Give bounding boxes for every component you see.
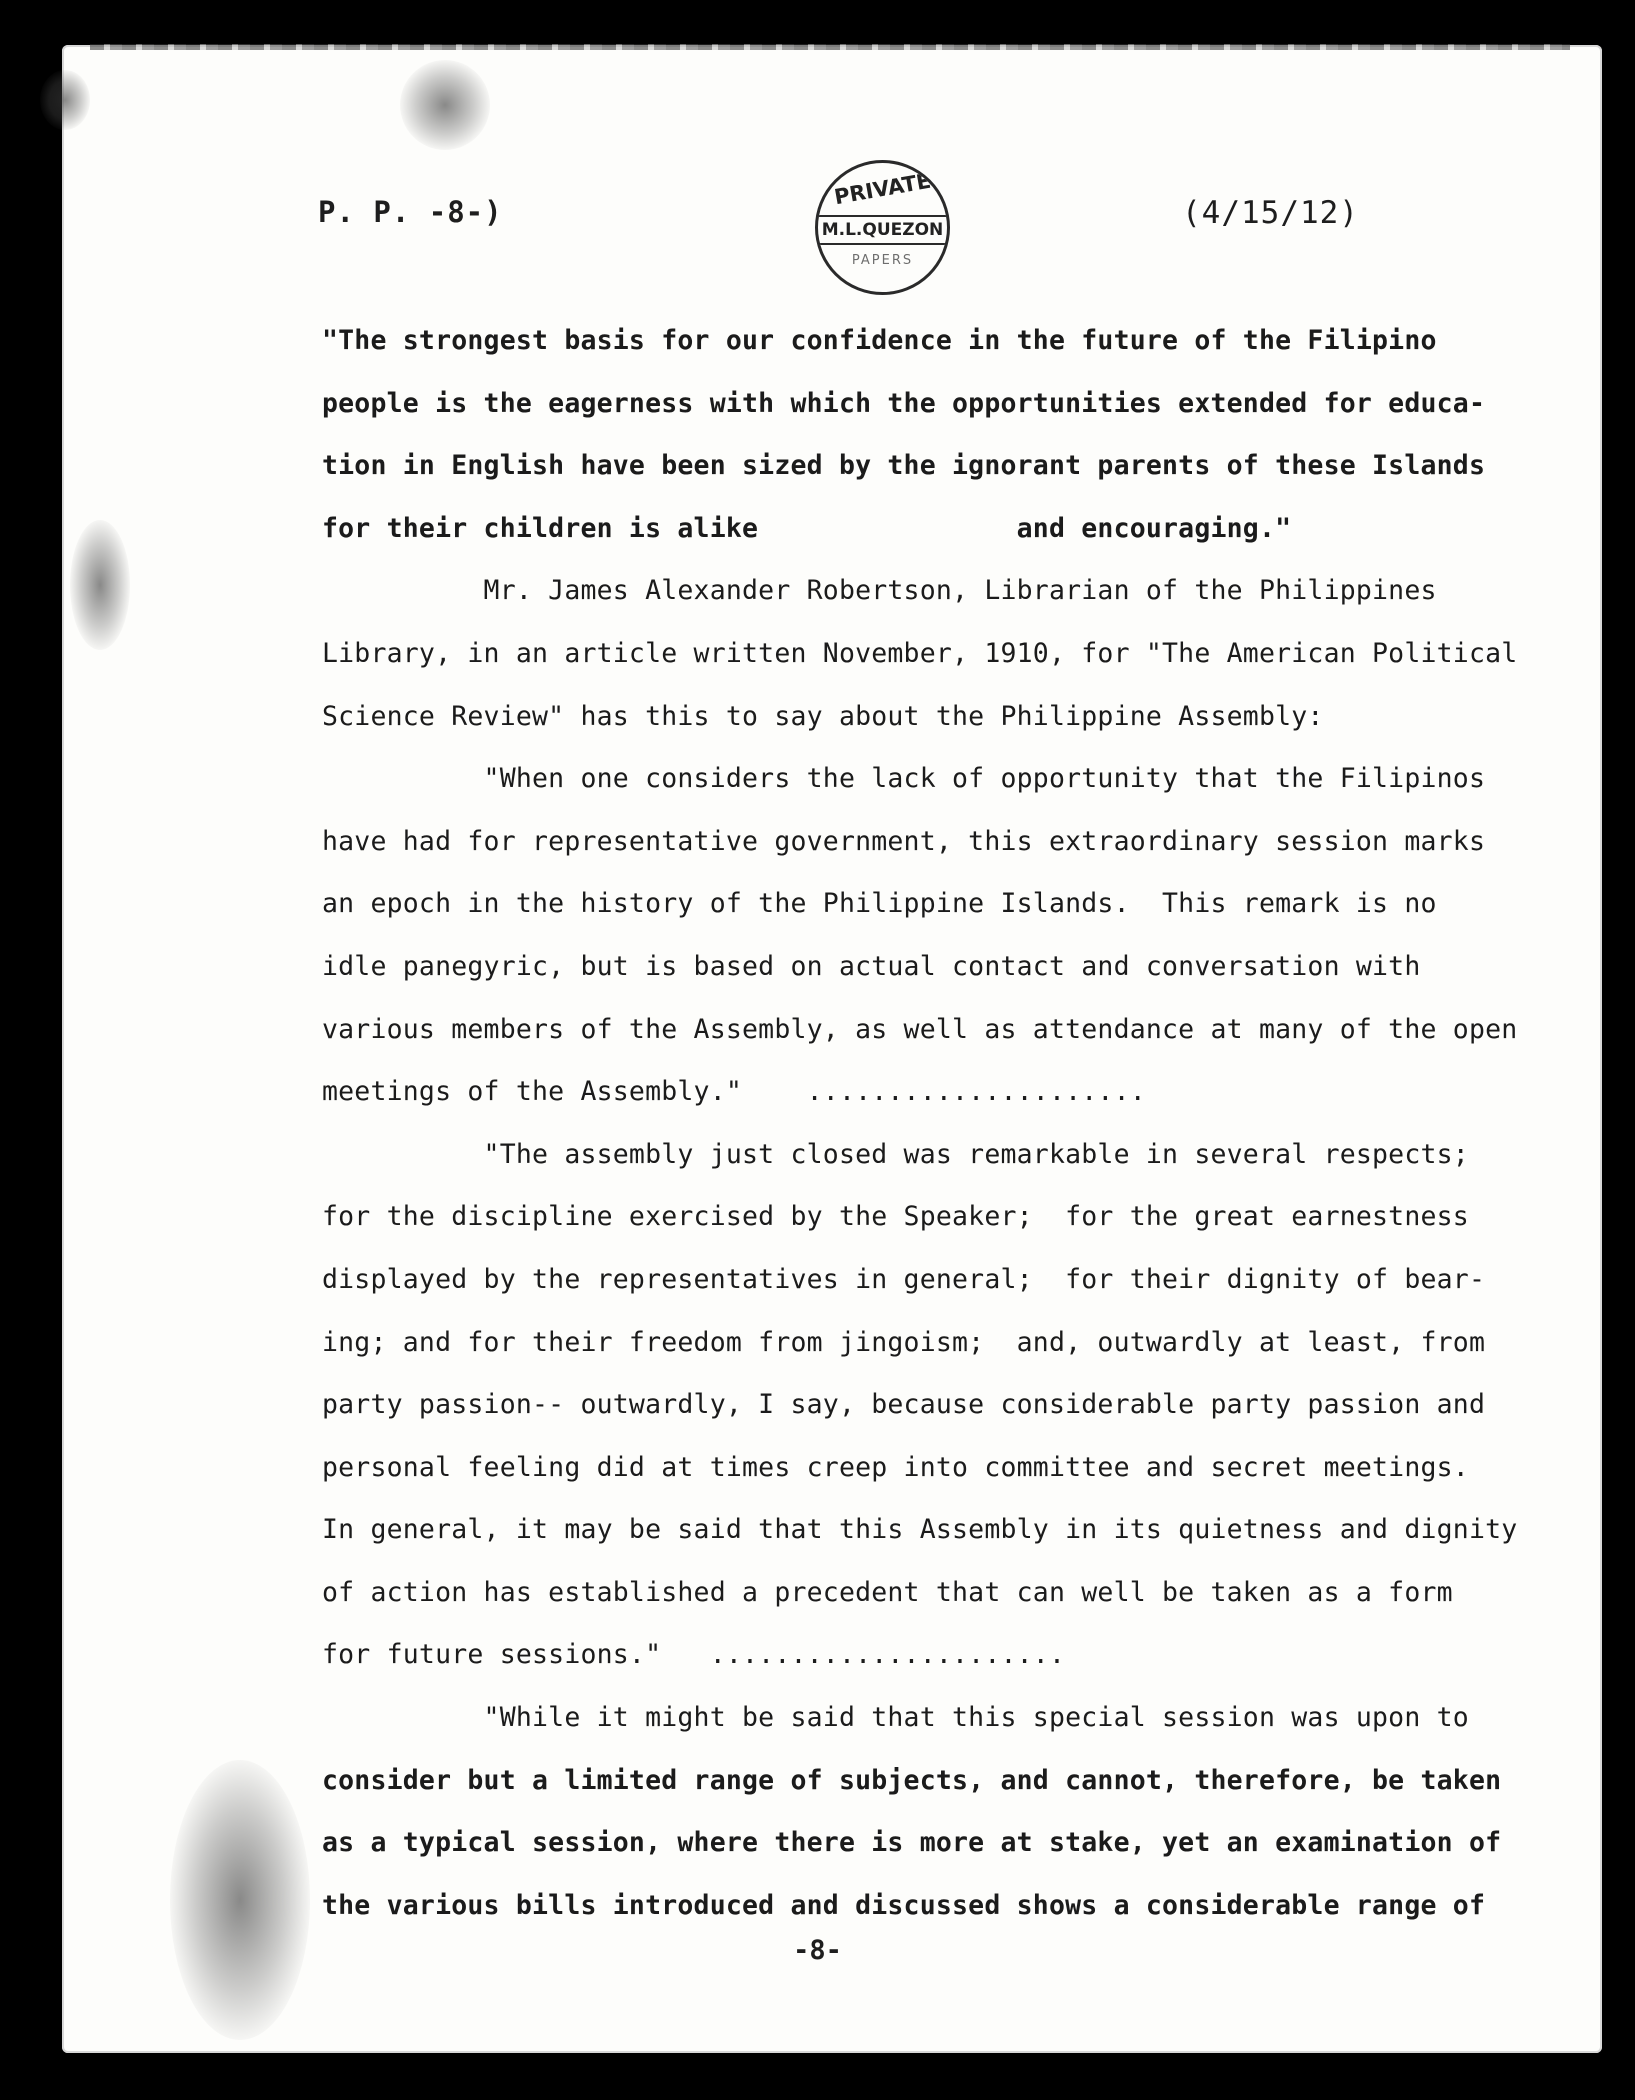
text-line: for their children is alike and encouraging." (322, 512, 1292, 544)
text-line: displayed by the representatives in general; for their dignity of bear- (322, 1263, 1486, 1295)
text-line: "The strongest basis for our confidence in the future of the Filipino (322, 325, 1437, 356)
page-number: -8- (793, 1935, 842, 1966)
page-reference: P. P. -8-) (318, 195, 503, 229)
text-line: "While it might be said that this special session was upon to (322, 1702, 1469, 1734)
stamp-bottom-text: PAPERS (851, 253, 914, 268)
text-line: In general, it may be said that this Assembly in its quietness and dignity (322, 1514, 1518, 1546)
text-line: Science Review" has this to say about the Philippine Assembly: (322, 700, 1324, 732)
text-line: Library, in an article written November, 1910, for "The American Political (322, 637, 1518, 669)
stamp-top-text: PRIVATE (832, 168, 933, 210)
document-body (322, 310, 1518, 1937)
text-line: party passion-- outwardly, I say, because considerable party passion and (322, 1389, 1486, 1421)
ink-smudge-bottom-left (170, 1760, 310, 2040)
ink-smudge-left-margin (70, 520, 130, 650)
text-line: personal feeling did at times creep into committee and secret meetings. (322, 1451, 1469, 1483)
ink-smudge-top-left (40, 70, 90, 130)
private-papers-stamp (815, 160, 950, 295)
text-line: idle panegyric, but is based on actual contact and conversation with (322, 950, 1421, 982)
text-line: meetings of the Assembly." ..................... (322, 1076, 1146, 1108)
text-line: people is the eagerness with which the opportunities extended for educa- (322, 387, 1486, 419)
text-line: have had for representative government, this extraordinary session marks (322, 825, 1486, 857)
text-line: the various bills introduced and discussed shows a considerable range of (322, 1889, 1486, 1921)
page-edge-stack (90, 44, 1570, 50)
text-line: for future sessions." ...................... (322, 1639, 1066, 1671)
ink-smudge-top (400, 60, 490, 150)
text-line: various members of the Assembly, as well as attendance at many of the open (322, 1013, 1518, 1045)
text-line: consider but a limited range of subjects, and cannot, therefore, be taken (322, 1764, 1502, 1796)
text-line: for the discipline exercised by the Speaker; for the great earnestness (322, 1201, 1469, 1233)
text-line: an epoch in the history of the Philippine Islands. This remark is no (322, 888, 1437, 920)
text-line: tion in English have been sized by the ignorant parents of these Islands (322, 450, 1486, 482)
stamp-middle-text: M.L.QUEZON (816, 215, 949, 245)
text-line: as a typical session, where there is more at stake, yet an examination of (322, 1827, 1502, 1859)
text-line: "The assembly just closed was remarkable in several respects; (322, 1138, 1469, 1170)
text-line: "When one considers the lack of opportunity that the Filipinos (322, 763, 1486, 795)
text-line: of action has established a precedent that can well be taken as a form (322, 1576, 1453, 1608)
text-line: ing; and for their freedom from jingoism; and, outwardly at least, from (322, 1326, 1486, 1358)
text-line: Mr. James Alexander Robertson, Librarian of the Philippines (322, 575, 1437, 607)
document-date: (4/15/12) (1182, 195, 1359, 231)
